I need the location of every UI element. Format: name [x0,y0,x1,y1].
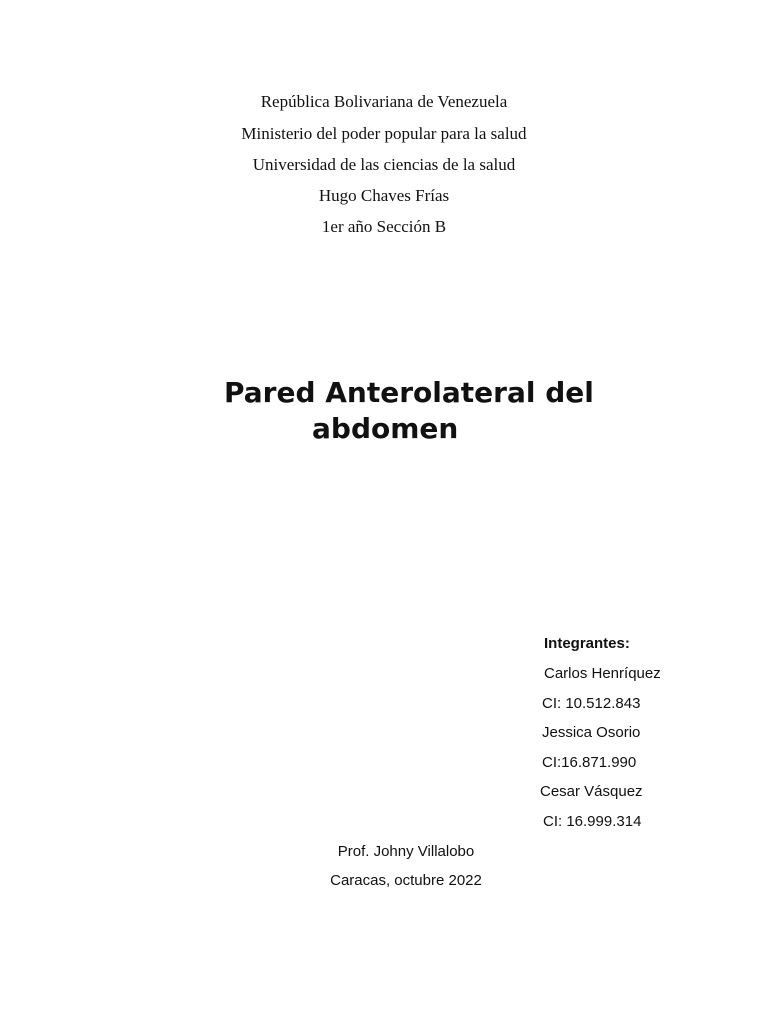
document-title-line1: Pared Anterolateral del [224,376,594,409]
header-line-institution: Hugo Chaves Frías [318,186,450,205]
member-name: Cesar Vásquez [540,783,643,800]
header-line-section: 1er año Sección B [321,217,447,236]
header-line-republic: República Bolivariana de Venezuela [260,92,508,111]
member-name: Carlos Henríquez [544,665,661,682]
member-name: Jessica Osorio [542,724,641,741]
member-id: CI: 10.512.843 [542,695,641,712]
member-id: CI:16.871.990 [542,754,637,771]
header-line-ministry: Ministerio del poder popular para la salud [241,124,527,143]
member-id: CI: 16.999.314 [543,813,642,830]
header-line-university: Universidad de las ciencias de la salud [252,155,516,174]
document-title-line2: abdomen [312,412,459,445]
professor-name: Prof. Johny Villalobo [337,843,475,860]
place-date: Caracas, octubre 2022 [330,872,482,889]
members-heading: Integrantes: [544,635,630,652]
